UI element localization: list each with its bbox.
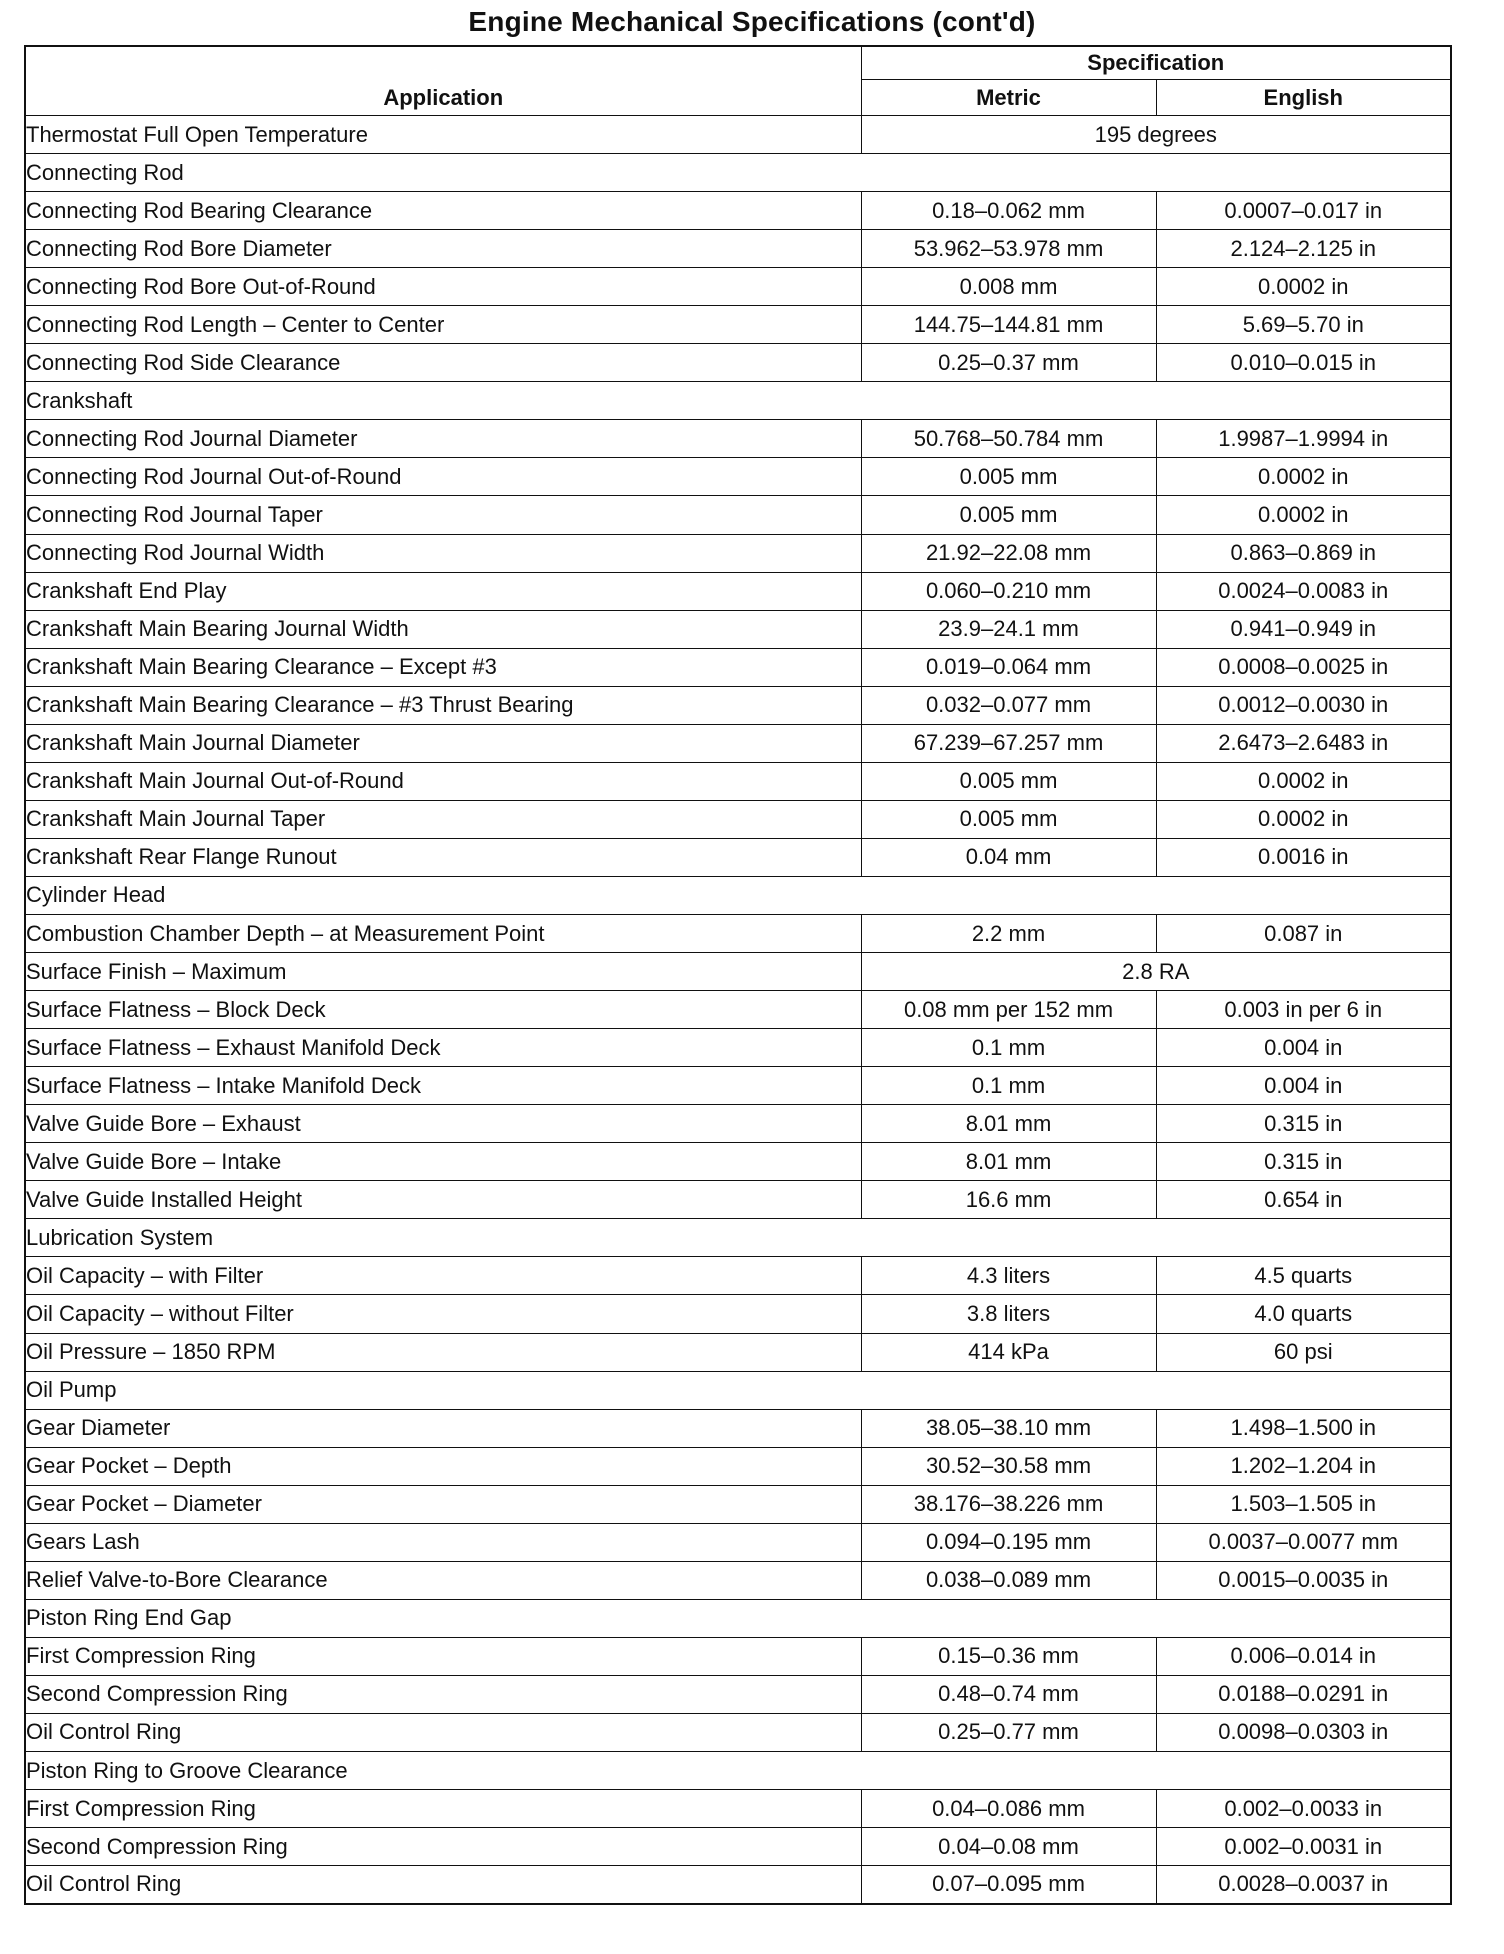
table-row bbox=[25, 1295, 1451, 1333]
table-row bbox=[25, 991, 1451, 1029]
metric-cell: 0.48–0.74 mm bbox=[861, 1675, 1156, 1713]
english-cell: 1.202–1.204 in bbox=[1156, 1447, 1451, 1485]
application-cell: Crankshaft Main Journal Out-of-Round bbox=[25, 762, 861, 800]
metric-cell: 2.2 mm bbox=[861, 914, 1156, 952]
table-row bbox=[25, 1637, 1451, 1675]
section-row bbox=[25, 876, 1451, 914]
table-row bbox=[25, 1181, 1451, 1219]
table-row bbox=[25, 458, 1451, 496]
english-cell: 0.0002 in bbox=[1156, 800, 1451, 838]
metric-cell: 0.005 mm bbox=[861, 762, 1156, 800]
metric-cell: 8.01 mm bbox=[861, 1143, 1156, 1181]
table-row bbox=[25, 572, 1451, 610]
section-row bbox=[25, 382, 1451, 420]
application-cell: Surface Flatness – Intake Manifold Deck bbox=[25, 1067, 861, 1105]
table-row bbox=[25, 420, 1451, 458]
metric-cell: 0.04 mm bbox=[861, 838, 1156, 876]
english-cell: 0.0007–0.017 in bbox=[1156, 192, 1451, 230]
metric-cell: 0.18–0.062 mm bbox=[861, 192, 1156, 230]
metric-cell: 67.239–67.257 mm bbox=[861, 724, 1156, 762]
table-row bbox=[25, 838, 1451, 876]
table-row bbox=[25, 1790, 1451, 1828]
metric-cell: 16.6 mm bbox=[861, 1181, 1156, 1219]
application-cell: Relief Valve-to-Bore Clearance bbox=[25, 1561, 861, 1599]
metric-cell: 0.019–0.064 mm bbox=[861, 648, 1156, 686]
english-cell: 0.315 in bbox=[1156, 1105, 1451, 1143]
english-cell: 0.0002 in bbox=[1156, 496, 1451, 534]
spec-table bbox=[24, 45, 1452, 1905]
table-row bbox=[25, 1523, 1451, 1561]
application-cell: Crankshaft Rear Flange Runout bbox=[25, 838, 861, 876]
metric-cell: 23.9–24.1 mm bbox=[861, 610, 1156, 648]
english-cell: 0.0188–0.0291 in bbox=[1156, 1675, 1451, 1713]
table-row bbox=[25, 610, 1451, 648]
section-row bbox=[25, 1599, 1451, 1637]
metric-cell: 3.8 liters bbox=[861, 1295, 1156, 1333]
application-cell: Combustion Chamber Depth – at Measurement Point bbox=[25, 914, 861, 952]
application-cell: First Compression Ring bbox=[25, 1790, 861, 1828]
section-label: Crankshaft bbox=[25, 382, 1451, 420]
english-cell: 1.503–1.505 in bbox=[1156, 1485, 1451, 1523]
table-row bbox=[25, 1333, 1451, 1371]
metric-cell: 50.768–50.784 mm bbox=[861, 420, 1156, 458]
application-cell: Gears Lash bbox=[25, 1523, 861, 1561]
metric-cell: 0.008 mm bbox=[861, 268, 1156, 306]
english-cell: 0.941–0.949 in bbox=[1156, 610, 1451, 648]
table-row bbox=[25, 116, 1451, 154]
application-cell: Connecting Rod Journal Diameter bbox=[25, 420, 861, 458]
table-row bbox=[25, 800, 1451, 838]
english-cell: 0.004 in bbox=[1156, 1067, 1451, 1105]
metric-cell: 38.05–38.10 mm bbox=[861, 1409, 1156, 1447]
table-row bbox=[25, 686, 1451, 724]
metric-cell: 8.01 mm bbox=[861, 1105, 1156, 1143]
specification-cell: 2.8 RA bbox=[861, 953, 1451, 991]
english-cell: 0.0016 in bbox=[1156, 838, 1451, 876]
table-row bbox=[25, 268, 1451, 306]
specification-cell: 195 degrees bbox=[861, 116, 1451, 154]
application-cell: Thermostat Full Open Temperature bbox=[25, 116, 861, 154]
metric-cell: 53.962–53.978 mm bbox=[861, 230, 1156, 268]
metric-cell: 144.75–144.81 mm bbox=[861, 306, 1156, 344]
table-row bbox=[25, 1409, 1451, 1447]
metric-cell: 0.005 mm bbox=[861, 800, 1156, 838]
english-header: English bbox=[1156, 80, 1451, 116]
application-cell: Crankshaft End Play bbox=[25, 572, 861, 610]
application-cell: Surface Flatness – Exhaust Manifold Deck bbox=[25, 1029, 861, 1067]
english-cell: 0.0002 in bbox=[1156, 762, 1451, 800]
english-cell: 0.003 in per 6 in bbox=[1156, 991, 1451, 1029]
english-cell: 0.004 in bbox=[1156, 1029, 1451, 1067]
application-cell: Oil Capacity – with Filter bbox=[25, 1257, 861, 1295]
table-row bbox=[25, 344, 1451, 382]
metric-cell: 4.3 liters bbox=[861, 1257, 1156, 1295]
table-row bbox=[25, 1029, 1451, 1067]
table-row bbox=[25, 1675, 1451, 1713]
english-cell: 1.9987–1.9994 in bbox=[1156, 420, 1451, 458]
table-row bbox=[25, 192, 1451, 230]
english-cell: 1.498–1.500 in bbox=[1156, 1409, 1451, 1447]
application-cell: Oil Pressure – 1850 RPM bbox=[25, 1333, 861, 1371]
application-cell: Gear Diameter bbox=[25, 1409, 861, 1447]
application-cell: Gear Pocket – Diameter bbox=[25, 1485, 861, 1523]
metric-cell: 0.15–0.36 mm bbox=[861, 1637, 1156, 1675]
application-cell: Valve Guide Bore – Exhaust bbox=[25, 1105, 861, 1143]
application-cell: Connecting Rod Bore Diameter bbox=[25, 230, 861, 268]
application-cell: Connecting Rod Length – Center to Center bbox=[25, 306, 861, 344]
table-row bbox=[25, 1447, 1451, 1485]
section-label: Cylinder Head bbox=[25, 876, 1451, 914]
english-cell: 0.0024–0.0083 in bbox=[1156, 572, 1451, 610]
metric-cell: 21.92–22.08 mm bbox=[861, 534, 1156, 572]
application-cell: Connecting Rod Journal Out-of-Round bbox=[25, 458, 861, 496]
application-cell: Connecting Rod Side Clearance bbox=[25, 344, 861, 382]
table-row bbox=[25, 1067, 1451, 1105]
application-cell: Crankshaft Main Journal Diameter bbox=[25, 724, 861, 762]
english-cell: 0.087 in bbox=[1156, 914, 1451, 952]
page-title: Engine Mechanical Specifications (cont'd) bbox=[468, 6, 1036, 37]
table-row bbox=[25, 1143, 1451, 1181]
english-cell: 0.0002 in bbox=[1156, 268, 1451, 306]
english-cell: 0.0037–0.0077 mm bbox=[1156, 1523, 1451, 1561]
application-cell: Second Compression Ring bbox=[25, 1675, 861, 1713]
application-cell: Connecting Rod Bearing Clearance bbox=[25, 192, 861, 230]
table-row bbox=[25, 1257, 1451, 1295]
application-cell: Second Compression Ring bbox=[25, 1828, 861, 1866]
metric-cell: 0.07–0.095 mm bbox=[861, 1866, 1156, 1904]
metric-cell: 0.04–0.086 mm bbox=[861, 1790, 1156, 1828]
metric-cell: 0.060–0.210 mm bbox=[861, 572, 1156, 610]
metric-header: Metric bbox=[861, 80, 1156, 116]
english-cell: 0.002–0.0031 in bbox=[1156, 1828, 1451, 1866]
application-cell: Crankshaft Main Bearing Clearance – #3 Thrust Bearing bbox=[25, 686, 861, 724]
table-row bbox=[25, 1713, 1451, 1751]
metric-cell: 38.176–38.226 mm bbox=[861, 1485, 1156, 1523]
english-cell: 5.69–5.70 in bbox=[1156, 306, 1451, 344]
english-cell: 0.0012–0.0030 in bbox=[1156, 686, 1451, 724]
section-row bbox=[25, 1752, 1451, 1790]
application-cell: Connecting Rod Bore Out-of-Round bbox=[25, 268, 861, 306]
english-cell: 4.5 quarts bbox=[1156, 1257, 1451, 1295]
section-label: Connecting Rod bbox=[25, 154, 1451, 192]
application-cell: Surface Finish – Maximum bbox=[25, 953, 861, 991]
section-label: Lubrication System bbox=[25, 1219, 1451, 1257]
table-row bbox=[25, 762, 1451, 800]
english-cell: 0.0028–0.0037 in bbox=[1156, 1866, 1451, 1904]
table-row bbox=[25, 953, 1451, 991]
metric-cell: 0.032–0.077 mm bbox=[861, 686, 1156, 724]
section-label: Oil Pump bbox=[25, 1371, 1451, 1409]
table-row bbox=[25, 724, 1451, 762]
table-row bbox=[25, 1105, 1451, 1143]
table-row bbox=[25, 1866, 1451, 1904]
metric-cell: 0.1 mm bbox=[861, 1029, 1156, 1067]
table-row bbox=[25, 230, 1451, 268]
section-label: Piston Ring End Gap bbox=[25, 1599, 1451, 1637]
table-row bbox=[25, 496, 1451, 534]
table-row bbox=[25, 306, 1451, 344]
application-cell: Crankshaft Main Journal Taper bbox=[25, 800, 861, 838]
application-cell: Valve Guide Bore – Intake bbox=[25, 1143, 861, 1181]
metric-cell: 0.005 mm bbox=[861, 496, 1156, 534]
application-cell: Valve Guide Installed Height bbox=[25, 1181, 861, 1219]
metric-cell: 0.1 mm bbox=[861, 1067, 1156, 1105]
table-row bbox=[25, 914, 1451, 952]
metric-cell: 0.08 mm per 152 mm bbox=[861, 991, 1156, 1029]
english-cell: 2.124–2.125 in bbox=[1156, 230, 1451, 268]
table-body bbox=[25, 116, 1451, 1904]
table-row bbox=[25, 534, 1451, 572]
metric-cell: 0.094–0.195 mm bbox=[861, 1523, 1156, 1561]
metric-cell: 0.04–0.08 mm bbox=[861, 1828, 1156, 1866]
english-cell: 0.010–0.015 in bbox=[1156, 344, 1451, 382]
table-row bbox=[25, 1828, 1451, 1866]
table-row bbox=[25, 1485, 1451, 1523]
application-cell: First Compression Ring bbox=[25, 1637, 861, 1675]
english-cell: 4.0 quarts bbox=[1156, 1295, 1451, 1333]
application-cell: Crankshaft Main Bearing Journal Width bbox=[25, 610, 861, 648]
section-row bbox=[25, 1371, 1451, 1409]
metric-cell: 414 kPa bbox=[861, 1333, 1156, 1371]
application-cell: Oil Control Ring bbox=[25, 1866, 861, 1904]
application-cell: Connecting Rod Journal Width bbox=[25, 534, 861, 572]
table-row bbox=[25, 648, 1451, 686]
application-header: Application bbox=[25, 46, 861, 116]
section-label: Piston Ring to Groove Clearance bbox=[25, 1752, 1451, 1790]
application-cell: Crankshaft Main Bearing Clearance – Except #3 bbox=[25, 648, 861, 686]
specification-header: Specification bbox=[861, 46, 1451, 80]
english-cell: 2.6473–2.6483 in bbox=[1156, 724, 1451, 762]
metric-cell: 0.25–0.37 mm bbox=[861, 344, 1156, 382]
application-cell: Connecting Rod Journal Taper bbox=[25, 496, 861, 534]
english-cell: 0.315 in bbox=[1156, 1143, 1451, 1181]
table-row bbox=[25, 1561, 1451, 1599]
metric-cell: 0.005 mm bbox=[861, 458, 1156, 496]
application-cell: Oil Control Ring bbox=[25, 1713, 861, 1751]
table-header bbox=[25, 46, 1451, 116]
section-row bbox=[25, 154, 1451, 192]
english-cell: 60 psi bbox=[1156, 1333, 1451, 1371]
english-cell: 0.006–0.014 in bbox=[1156, 1637, 1451, 1675]
english-cell: 0.654 in bbox=[1156, 1181, 1451, 1219]
metric-cell: 0.038–0.089 mm bbox=[861, 1561, 1156, 1599]
metric-cell: 0.25–0.77 mm bbox=[861, 1713, 1156, 1751]
application-cell: Surface Flatness – Block Deck bbox=[25, 991, 861, 1029]
english-cell: 0.0008–0.0025 in bbox=[1156, 648, 1451, 686]
english-cell: 0.0015–0.0035 in bbox=[1156, 1561, 1451, 1599]
header-row bbox=[25, 46, 1451, 80]
english-cell: 0.0098–0.0303 in bbox=[1156, 1713, 1451, 1751]
english-cell: 0.863–0.869 in bbox=[1156, 534, 1451, 572]
metric-cell: 30.52–30.58 mm bbox=[861, 1447, 1156, 1485]
application-cell: Gear Pocket – Depth bbox=[25, 1447, 861, 1485]
english-cell: 0.0002 in bbox=[1156, 458, 1451, 496]
english-cell: 0.002–0.0033 in bbox=[1156, 1790, 1451, 1828]
application-cell: Oil Capacity – without Filter bbox=[25, 1295, 861, 1333]
section-row bbox=[25, 1219, 1451, 1257]
